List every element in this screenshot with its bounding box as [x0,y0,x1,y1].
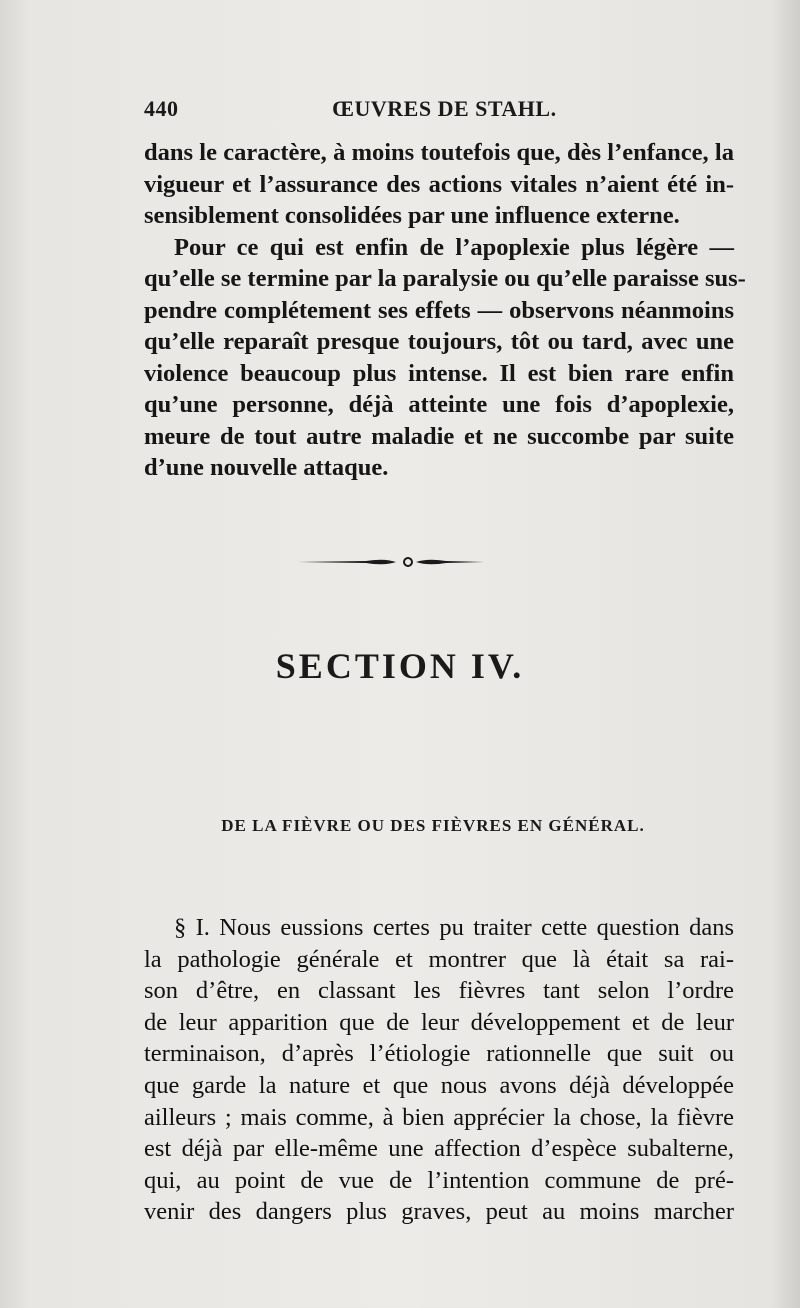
text-line: est déjà par elle-même une affection d’espèce subalterne, [144,1135,734,1163]
page-number: 440 [144,96,179,121]
text-line: terminaison, d’après l’étiologie rationnelle que suit ou [144,1040,734,1068]
text-line: la pathologie générale et montrer que là était sa rai- [144,945,734,973]
text-line: Pour ce qui est enfin de l’apoplexie plus légère — [174,233,734,261]
text-line: pendre complétement ses effets — observons néanmoins [144,296,734,324]
text-line: qu’elle se termine par la paralysie ou qu’elle paraisse sus- [144,265,746,292]
text-line: ailleurs ; mais comme, à bien apprécier la chose, la fièvre [144,1103,734,1131]
text-line: meure de tout autre maladie et ne succombe par suite [144,422,734,450]
text-line: § I. Nous eussions certes pu traiter cette question dans [174,914,734,941]
text-line: d’une nouvelle attaque. [144,454,389,481]
text-line: violence beaucoup plus intense. Il est bien rare enfin [144,359,734,387]
ornament-divider [296,552,486,572]
text-line: son d’être, en classant les fièvres tant selon l’ordre [144,977,734,1005]
section-title: SECTION IV. [275,646,525,686]
text-line: qu’une personne, déjà atteinte une fois d’apoplexie, [144,391,734,418]
text-line: de leur apparition que de leur développement et de leur [144,1008,734,1036]
section-subtitle: DE LA FIÈVRE OU DES FIÈVRES EN GÉNÉRAL. [221,816,645,835]
text-line: que garde la nature et que nous avons déjà développée [144,1071,734,1099]
text-line: sensiblement consolidées par une influence externe. [144,202,680,229]
running-title: ŒUVRES DE STAHL. [332,96,557,121]
body-text-top [144,137,746,484]
text-line: venir des dangers plus graves, peut au moins marcher [144,1198,734,1226]
body-text-bottom [144,912,734,1228]
page-header [144,96,734,130]
text-line: vigueur et l’assurance des actions vitales n’aient été in- [144,170,734,198]
text-line: qu’elle reparaît presque toujours, tôt ou tard, avec une [144,328,734,355]
text-line: qui, au point de vue de l’intention commune de pré- [144,1166,734,1194]
text-line: dans le caractère, à moins toutefois que, dès l’enfance, la [144,139,734,166]
